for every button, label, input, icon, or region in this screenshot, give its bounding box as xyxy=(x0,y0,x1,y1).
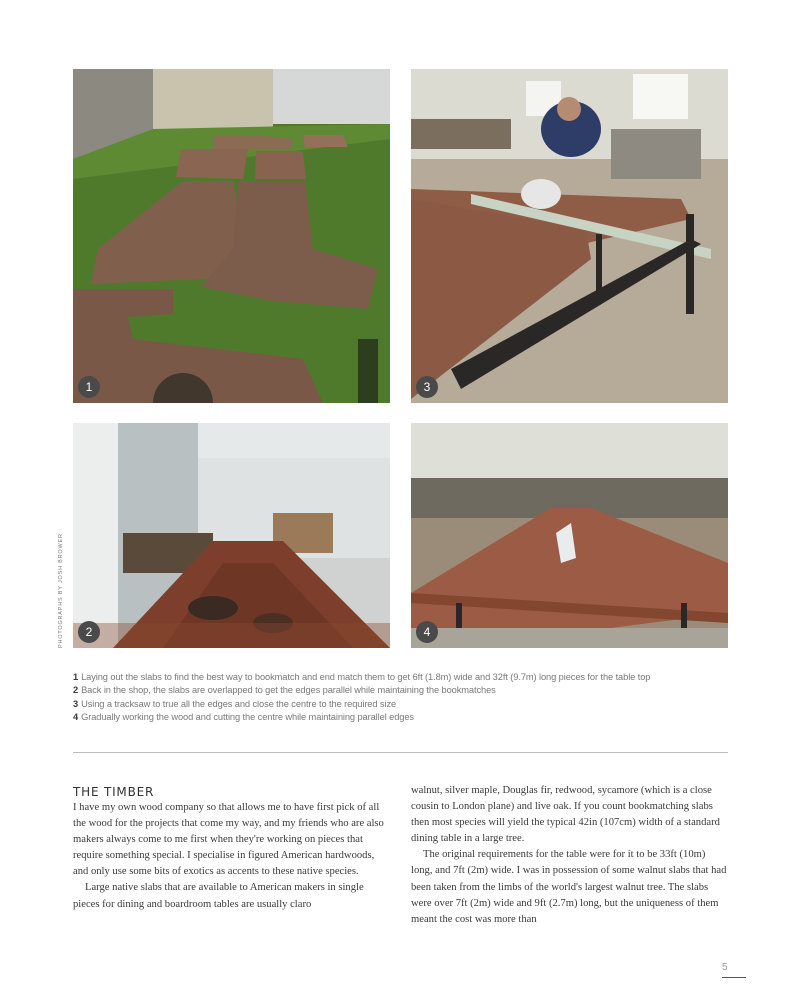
paragraph: Large native slabs that are available to American makers in single pieces for dining and boardroom tables are usually claro xyxy=(73,882,364,910)
caption-2 xyxy=(73,684,753,697)
photo-number-badge: 3 xyxy=(416,376,438,398)
paragraph: walnut, silver maple, Douglas fir, redwood, sycamore (which is a close cousin to London plane) and live oak. If you count bookmatching slabs then most species will yield the typical 42in (107cm) width of a standard dining table in a large tree. xyxy=(411,785,720,845)
caption-number: 3 xyxy=(73,698,79,709)
photo-slabs-on-grass xyxy=(73,69,390,403)
caption-text: Laying out the slabs to find the best way to bookmatch and end match them to get 6ft (1.8m) wide and 32ft (9.7m) long pieces for the table top xyxy=(81,672,651,682)
page-number-rule xyxy=(722,977,746,978)
caption-number: 1 xyxy=(73,672,79,682)
caption-1 xyxy=(73,671,753,684)
caption-text: Gradually working the wood and cutting the centre while maintaining parallel edges xyxy=(81,712,414,723)
photo-tracksaw-cutting xyxy=(411,69,728,403)
photo-image xyxy=(73,69,390,403)
photo-credit: PHOTOGRAPHS BY JOSH BROWER xyxy=(58,533,64,648)
photo-image xyxy=(73,423,390,648)
photo-number-badge: 4 xyxy=(416,621,438,643)
paragraph: The original requirements for the table were for it to be 33ft (10m) long, and 7ft (2m) wide. I was in possession of some walnut slabs that had been taken from the limbs of the world's largest walnut tree. The slabs were over 7ft (2m) wide and 9ft (2.7m) long, but the uniqueness of them meant the cost was more than xyxy=(411,849,727,925)
photo-captions xyxy=(73,671,753,725)
caption-text: Back in the shop, the slabs are overlapped to get the edges parallel while maintaining the bookmatches xyxy=(81,685,496,696)
article-column-1 xyxy=(73,785,391,913)
page-number: 5 xyxy=(722,962,728,973)
caption-text: Using a tracksaw to true all the edges and close the centre to the required size xyxy=(81,698,397,709)
caption-4 xyxy=(73,711,753,724)
photo-number-badge: 2 xyxy=(78,621,100,643)
photo-image xyxy=(411,69,728,403)
caption-3 xyxy=(73,698,753,711)
photo-overlapped-slabs xyxy=(73,423,390,648)
section-heading: THE TIMBER xyxy=(73,785,155,799)
photo-image xyxy=(411,423,728,648)
photo-slabs-on-frame xyxy=(411,423,728,648)
photo-number-badge: 1 xyxy=(78,376,100,398)
article-column-2 xyxy=(411,783,729,928)
caption-number: 2 xyxy=(73,685,79,696)
divider xyxy=(73,752,728,753)
paragraph: I have my own wood company so that allows me to have first pick of all the wood for the projects that come my way, and my friends who are also makers always come to me first when they're working on pieces that require something special. I specialise in figured American hardwoods, and only use some bits of exotics as accents to these native species. xyxy=(73,802,384,878)
caption-number: 4 xyxy=(73,712,79,723)
